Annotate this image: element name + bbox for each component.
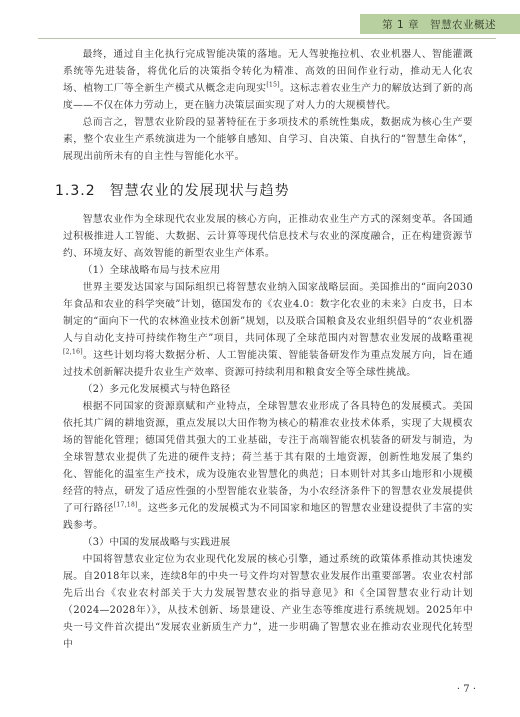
paragraph: 世界主要发达国家与国际组织已将智慧农业纳入国家战略层面。美国推出的“面向2030年食品和农业的科学突破”计划，德国发布的《农业4.0：数字化农业的未来》白皮书，日本制定的“面向下一代的农林渔业技术创新”规划，以及联合国粮食及农业组织倡导的“农业机器人与自动化支持可持续作物生产”项目，共同体现了全球范围内对智慧农业发展的战略重视[2,16]。这些计划均将大数据分析、人工智能决策、智能装备研发作为重点发展方向，旨在通过技术创新解决提升农业生产效率、资源可持续利用和粮食安全等全球性挑战。 <box>63 282 473 378</box>
section-heading <box>55 180 473 200</box>
page-body <box>55 46 474 653</box>
subheading: （2）多元化发展模式与特色路径 <box>82 384 231 395</box>
paragraph: 最终，通过自主化执行完成智能决策的落地。无人驾驶拖拉机、农业机器人、智能灌溉系统等先进装备，将优化后的决策指令转化为精准、高效的田间作业行动，推动无人化农场、植物工厂等全新生产模式从概念走向现实[15]。这标志着农业生产力的解放达到了新的高度——不仅在体力劳动上，更在脑力决策层面实现了对人力的大规模替代。 <box>63 49 474 111</box>
subheading: （3）中国的发展战略与实践进展 <box>82 537 231 548</box>
subheading: （1）全球战略布局与技术应用 <box>82 265 221 276</box>
paragraph: 根据不同国家的资源禀赋和产业特点，全球智慧农业形成了各具特色的发展模式。美国依托其广阔的耕地资源，重点发展以大田作物为核心的精准农业技术体系，实现了大规模农场的智能化管理；德国凭借其强大的工业基础，专注于高端智能农机装备的研发与制造，为全球智慧农业提供了先进的硬件支持；荷兰基于其有限的土地资源，创新性地发展了集约化、智能化的温室生产技术，成为设施农业智慧化的典范；日本则针对其多山地形和小规模经营的特点，研发了适应性强的小型智能农业装备，为小农经济条件下的智慧农业发展提供了可行路径[17,18]。这些多元化的发展模式为不同国家和地区的智慧农业建设提供了丰富的实践参考。 <box>63 401 473 531</box>
section-title: 智慧农业的发展现状与趋势 <box>109 183 290 199</box>
section-number: 1.3.2 <box>55 183 96 199</box>
paragraph: 总而言之，智慧农业阶段的显著特征在于多项技术的系统性集成，数据成为核心生产要素，整个农业生产系统演进为一个能够自感知、自学习、自决策、自执行的“智慧生命体”，展现出前所未有的自主性与智能化水平。 <box>63 117 473 162</box>
running-header <box>0 14 520 36</box>
page-number: · 7 · <box>456 684 476 695</box>
chapter-title: 第 1 章 智慧农业概述 <box>382 19 496 31</box>
paragraph: 中国将智慧农业定位为农业现代化发展的核心引擎，通过系统的政策体系推动其快速发展。自2018年以来，连续8年的中央一号文件均对智慧农业发展作出重要部署。农业农村部先后出台《农业农村部关于大力发展智慧农业的指导意见》和《全国智慧农业行动计划（2024—2028年）》，从技术创新、场景建设、产业生态等维度进行系统规划。2025年中央一号文件首次提出“发展农业新质生产力”，进一步明确了智慧农业在推动农业现代化转型中 <box>63 554 473 650</box>
paragraph: 智慧农业作为全球现代农业发展的核心方向，正推动农业生产方式的深刻变革。各国通过积极推进人工智能、大数据、云计算等现代信息技术与农业的深度融合，正在构建资源节约、环境友好、高效智能的新型农业生产体系。 <box>63 214 473 259</box>
header-rule <box>38 38 496 39</box>
